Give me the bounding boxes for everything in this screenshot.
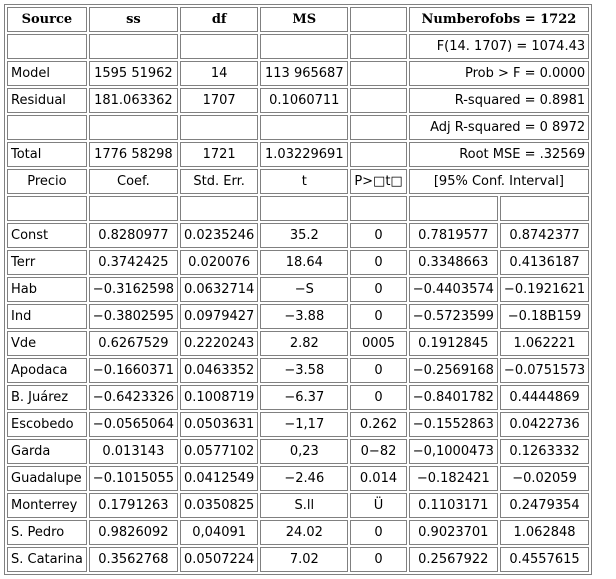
coef-ci-high: −0.18B159 [500,304,589,329]
coef-ci-high: −0.0751573 [500,358,589,383]
coef-header-row [7,169,589,194]
anova-blank [350,88,406,113]
coef-se: 0.0412549 [180,466,258,491]
anova-df: 1707 [180,88,258,113]
anova-blank [350,61,406,86]
coef-ci-high: 0.8742377 [500,223,589,248]
anova-header-row [7,7,589,32]
coef-row [7,493,589,518]
coef-value: 0.9826092 [89,520,178,545]
coef-row [7,466,589,491]
anova-row [7,115,589,140]
anova-df [180,115,258,140]
coef-ci-high: 1.062848 [500,520,589,545]
coef-var: Ind [7,304,87,329]
coef-value: 0.1791263 [89,493,178,518]
coef-var [7,196,87,221]
anova-ms: 113 965687 [260,61,348,86]
anova-blank [350,115,406,140]
coef-row [7,250,589,275]
coef-value: 0.3742425 [89,250,178,275]
coef-var: Garda [7,439,87,464]
coef-se: 0.0235246 [180,223,258,248]
coef-var: S. Catarina [7,547,87,572]
anova-source [7,34,87,59]
coef-row [7,331,589,356]
coef-ci-low: 0.2567922 [409,547,498,572]
coef-t: −3.58 [260,358,348,383]
anova-df [180,34,258,59]
coef-se: 0.0350825 [180,493,258,518]
anova-source: Residual [7,88,87,113]
anova-stat: Prob > F = 0.0000 [409,61,589,86]
coef-p: 0.014 [350,466,406,491]
coef-ci-low: 0.9023701 [409,520,498,545]
anova-df: 1721 [180,142,258,167]
coef-ci-high: 0.4444869 [500,385,589,410]
anova-row [7,61,589,86]
coef-var: Escobedo [7,412,87,437]
anova-row [7,34,589,59]
coef-value: −0.1015055 [89,466,178,491]
coef-row [7,547,589,572]
coef-value: 0.8280977 [89,223,178,248]
coef-value: −0.3162598 [89,277,178,302]
header-numobs: Numberofobs = 1722 [409,7,589,32]
anova-blank [350,142,406,167]
coef-ci-low: 0.1103171 [409,493,498,518]
coef-var: Vde [7,331,87,356]
header-blank [350,7,406,32]
coef-row [7,520,589,545]
header-df: df [180,7,258,32]
anova-source: Total [7,142,87,167]
coef-header-ci: [95% Conf. Interval] [409,169,589,194]
anova-ss: 181.063362 [89,88,178,113]
anova-blank [350,34,406,59]
header-ss: ss [89,7,178,32]
coef-row [7,412,589,437]
coef-se: 0.0577102 [180,439,258,464]
anova-source: Model [7,61,87,86]
coef-p: 0 [350,385,406,410]
coef-row [7,385,589,410]
coef-p: 0 [350,358,406,383]
coef-value [89,196,178,221]
coef-var: Guadalupe [7,466,87,491]
coef-t: 24.02 [260,520,348,545]
coef-se: 0.0503631 [180,412,258,437]
anova-ms [260,34,348,59]
coef-p: 0 [350,304,406,329]
coef-value: −0.1660371 [89,358,178,383]
coef-t: −6.37 [260,385,348,410]
anova-df: 14 [180,61,258,86]
coef-ci-high: 0.2479354 [500,493,589,518]
coef-t: −2.46 [260,466,348,491]
coef-se: 0.0463352 [180,358,258,383]
coef-ci-low: −0,1000473 [409,439,498,464]
coef-header-p: P>□t□ [350,169,406,194]
anova-ms: 0.1060711 [260,88,348,113]
coef-p [350,196,406,221]
anova-ss [89,115,178,140]
coef-ci-high: −0.1921621 [500,277,589,302]
coef-row [7,277,589,302]
coef-t: 2.82 [260,331,348,356]
anova-ms: 1.03229691 [260,142,348,167]
coef-var: S. Pedro [7,520,87,545]
coef-ci-low: −0.5723599 [409,304,498,329]
coef-t: S.ll [260,493,348,518]
coef-row [7,439,589,464]
coef-t [260,196,348,221]
coef-var: Hab [7,277,87,302]
coef-ci-high: 1.062221 [500,331,589,356]
coef-se: 0.0979427 [180,304,258,329]
coef-ci-low [409,196,498,221]
coef-value: −0.3802595 [89,304,178,329]
coef-ci-high: 0.4557615 [500,547,589,572]
header-ms: MS [260,7,348,32]
coef-se [180,196,258,221]
coef-ci-low: −0.4403574 [409,277,498,302]
coef-p: 0 [350,250,406,275]
anova-stat: Adj R-squared = 0 8972 [409,115,589,140]
coef-header-se: Std. Err. [180,169,258,194]
coef-t: −1,17 [260,412,348,437]
coef-ci-low: −0.2569168 [409,358,498,383]
coef-header-coef: Coef. [89,169,178,194]
coef-ci-high: 0.1263332 [500,439,589,464]
coef-t: 18.64 [260,250,348,275]
coef-row [7,223,589,248]
coef-row [7,304,589,329]
coef-value: −0.0565064 [89,412,178,437]
coef-ci-low: −0.8401782 [409,385,498,410]
coef-ci-high [500,196,589,221]
anova-stat: Root MSE = .32569 [409,142,589,167]
header-source: Source [7,7,87,32]
coef-se: 0.2220243 [180,331,258,356]
coef-ci-low: 0.1912845 [409,331,498,356]
coef-t: 35.2 [260,223,348,248]
coef-var: Terr [7,250,87,275]
coef-value: −0.6423326 [89,385,178,410]
coef-t: −3.88 [260,304,348,329]
coef-ci-low: −0.182421 [409,466,498,491]
coef-ci-low: 0.7819577 [409,223,498,248]
anova-stat: R-squared = 0.8981 [409,88,589,113]
anova-source [7,115,87,140]
coef-header-t: t [260,169,348,194]
anova-ms [260,115,348,140]
coef-ci-high: −0.02059 [500,466,589,491]
anova-row [7,142,589,167]
coef-ci-high: 0.0422736 [500,412,589,437]
anova-stat: F(14. 1707) = 1074.43 [409,34,589,59]
coef-header-var: Precio [7,169,87,194]
coef-p: 0 [350,223,406,248]
coef-ci-high: 0.4136187 [500,250,589,275]
coef-ci-low: −0.1552863 [409,412,498,437]
coef-p: 0 [350,277,406,302]
coef-p: 0 [350,520,406,545]
anova-ss: 1595 51962 [89,61,178,86]
coef-p: 0 [350,547,406,572]
coef-p: 0−82 [350,439,406,464]
coef-t: 0,23 [260,439,348,464]
coef-se: 0.0632714 [180,277,258,302]
coef-p: 0005 [350,331,406,356]
coef-p: 0.262 [350,412,406,437]
coef-t: 7.02 [260,547,348,572]
coef-p: Ü [350,493,406,518]
coef-value: 0.013143 [89,439,178,464]
coef-value: 0.6267529 [89,331,178,356]
coef-var: Const [7,223,87,248]
anova-ss [89,34,178,59]
regression-table [4,4,592,575]
coef-var: Apodaca [7,358,87,383]
coef-t: −S [260,277,348,302]
coef-value: 0.3562768 [89,547,178,572]
anova-row [7,88,589,113]
coef-se: 0.0507224 [180,547,258,572]
coef-row [7,358,589,383]
coef-ci-low: 0.3348663 [409,250,498,275]
coef-se: 0.1008719 [180,385,258,410]
anova-ss: 1776 58298 [89,142,178,167]
coef-se: 0.020076 [180,250,258,275]
coef-var: Monterrey [7,493,87,518]
coef-se: 0,04091 [180,520,258,545]
coef-row [7,196,589,221]
coef-var: B. Juárez [7,385,87,410]
